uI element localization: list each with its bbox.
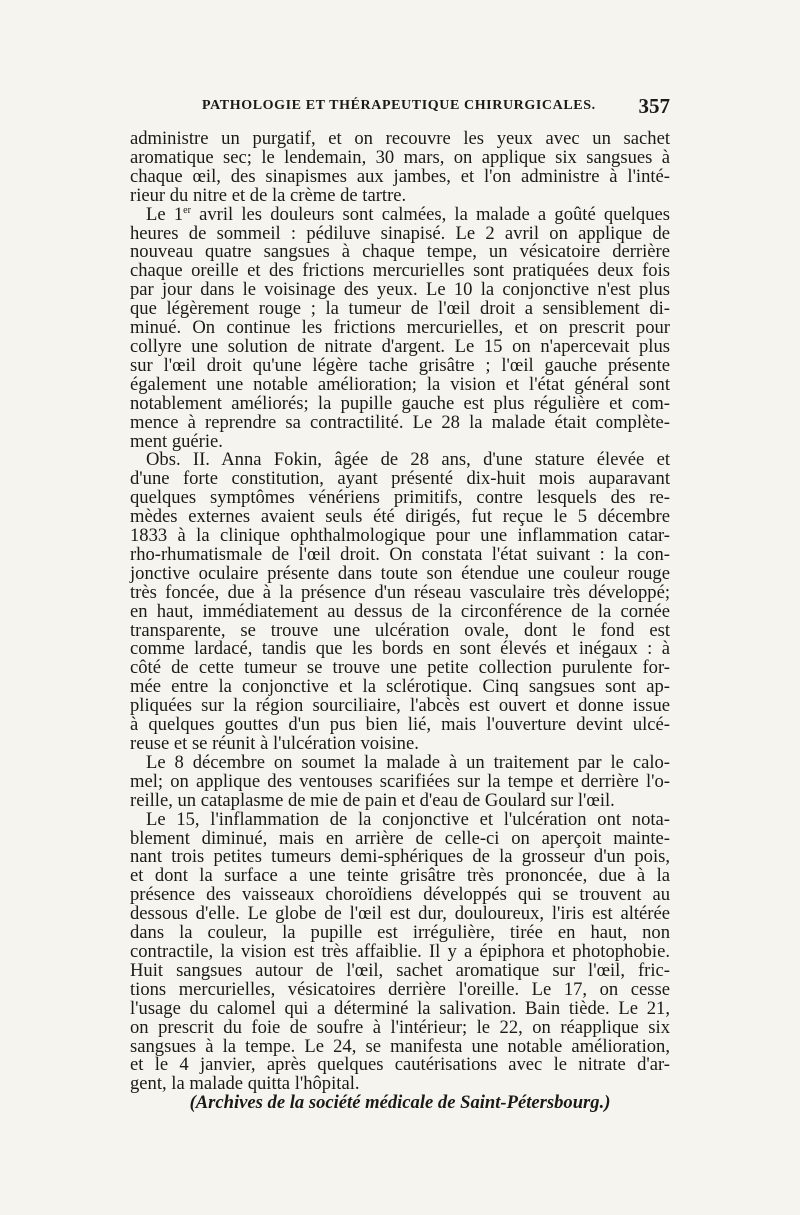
text-line: Le 8 décembre on soumet la malade à un traitement par le calo- [146, 751, 670, 773]
text-line: comme lardacé, tandis que les bords en sont élevés et inégaux : à [130, 638, 670, 660]
text-line: mence à reprendre sa contractilité. Le 28 la malade était complète- [130, 411, 670, 433]
text-line: transparente, se trouve une ulcération ovale, dont le fond est [130, 619, 670, 641]
text-line: nouveau quatre sangsues à chaque tempe, un vésicatoire derrière [130, 241, 670, 263]
text-line: 1833 à la clinique ophthalmologique pour une inflammation catar- [130, 525, 670, 547]
text-line: aromatique sec; le lendemain, 30 mars, on applique six sangsues à [130, 146, 670, 168]
text-line: gent, la malade quitta l'hôpital. [130, 1073, 360, 1095]
text-line: minué. On continue les frictions mercurielles, et on prescrit pour [130, 317, 670, 339]
text-line: rho-rhumatismale de l'œil droit. On constata l'état suivant : la con- [130, 543, 670, 565]
text-line: chaque œil, des sinapismes aux jambes, et l'on administre à l'inté- [130, 165, 670, 187]
running-title: PATHOLOGIE ET THÉRAPEUTIQUE CHIRURGICALES. [202, 98, 596, 113]
text-line: par jour dans le voisinage des yeux. Le 10 la conjonctive n'est plus [130, 279, 670, 301]
text-line: et dont la surface a une teinte grisâtre très prononcée, due à la [130, 865, 670, 887]
text-line: en haut, immédiatement au dessus de la circonférence de la cornée [130, 600, 670, 622]
text-line: ment guérie. [130, 430, 223, 452]
text-line: côté de cette tumeur se trouve une petite collection purulente for- [130, 657, 670, 679]
text-line: collyre une solution de nitrate d'argent. Le 15 on n'apercevait plus [130, 335, 670, 357]
text-line: administre un purgatif, et on recouvre les yeux avec un sachet [130, 128, 670, 149]
text-line: Le 1er avril les douleurs sont calmées, la malade a goûté quelques [146, 203, 671, 225]
text-line: mée entre la conjonctive et la sclérotique. Cinq sangsues sont ap- [130, 676, 670, 698]
text-line: l'usage du calomel qui a déterminé la salivation. Bain tiède. Le 21, [130, 997, 670, 1019]
text-line: pliquées sur la région sourciliaire, l'abcès est ouvert et donne issue [130, 695, 670, 717]
body-text [130, 130, 670, 1113]
text-line: également une notable amélioration; la vision et l'état général sont [130, 373, 670, 395]
text-line: mèdes externes avaient seuls été dirigés, fut reçue le 5 décembre [130, 506, 670, 528]
text-line: très foncée, due à la présence d'un réseau vasculaire très développé; [130, 581, 670, 603]
text-line: on prescrit du foie de soufre à l'intérieur; le 22, on réapplique six [130, 1016, 670, 1038]
text-line: reuse et se réunit à l'ulcération voisine. [130, 733, 419, 754]
text-line: jonctive oculaire présente dans toute son étendue une couleur rouge [130, 562, 670, 584]
text-line: sur l'œil droit qu'une légère tache grisâtre ; l'œil gauche présente [130, 354, 670, 376]
text-line: Huit sangsues autour de l'œil, sachet aromatique sur l'œil, fric- [130, 959, 670, 981]
text-line: d'une forte constitution, ayant présenté dix-huit mois auparavant [130, 468, 670, 490]
text-line: chaque oreille et des frictions mercurielles sont pratiquées deux fois [130, 260, 670, 282]
text-line: rieur du nitre et de la crème de tartre. [130, 184, 407, 206]
page-header [130, 94, 670, 122]
text-line: et le 4 janvier, après quelques cautérisations avec le nitrate d'ar- [130, 1054, 670, 1076]
text-line: dessous d'elle. Le globe de l'œil est dur, douloureux, l'iris est altérée [130, 903, 670, 925]
text-line: reille, un cataplasme de mie de pain et d'eau de Goulard sur l'œil. [130, 789, 615, 811]
citation-line: (Archives de la société médicale de Saint-Pétersbourg.) [189, 1092, 611, 1114]
text-line: présence des vaisseaux choroïdiens développés qui se trouvent au [130, 884, 670, 906]
text-line: heures de sommeil : pédiluve sinapisé. Le 2 avril on applique de [130, 222, 670, 244]
text-line: contractile, la vision est très affaiblie. Il y a épiphora et photophobie. [130, 940, 670, 962]
text-line: que légèrement rouge ; la tumeur de l'œil droit a sensiblement di- [130, 298, 670, 320]
text-line: sangsues à la tempe. Le 24, se manifesta une notable amélioration, [130, 1035, 670, 1057]
text-line: mel; on applique des ventouses scarifiées sur la tempe et derrière l'o- [130, 770, 670, 792]
text-line: blement diminué, mais en arrière de celle-ci on aperçoit mainte- [130, 827, 670, 849]
text-line: nant trois petites tumeurs demi-sphériques de la grosseur d'un pois, [130, 846, 670, 868]
page-number: 357 [638, 94, 670, 118]
text-line: à quelques gouttes d'un pus bien lié, mais l'ouverture devint ulcé- [130, 714, 670, 736]
text-line: Le 15, l'inflammation de la conjonctive et l'ulcération ont nota- [146, 808, 670, 830]
text-line: quelques symptômes vénériens primitifs, contre lesquels des re- [130, 487, 670, 509]
text-line: tions mercurielles, vésicatoires derrière l'oreille. Le 17, on cesse [130, 978, 670, 1000]
text-line: Obs. II. Anna Fokin, âgée de 28 ans, d'une stature élevée et [146, 449, 670, 471]
text-line: notablement améliorés; la pupille gauche est plus régulière et com- [130, 392, 670, 414]
text-line: dans la couleur, la pupille est irrégulière, tirée en haut, non [130, 922, 670, 944]
